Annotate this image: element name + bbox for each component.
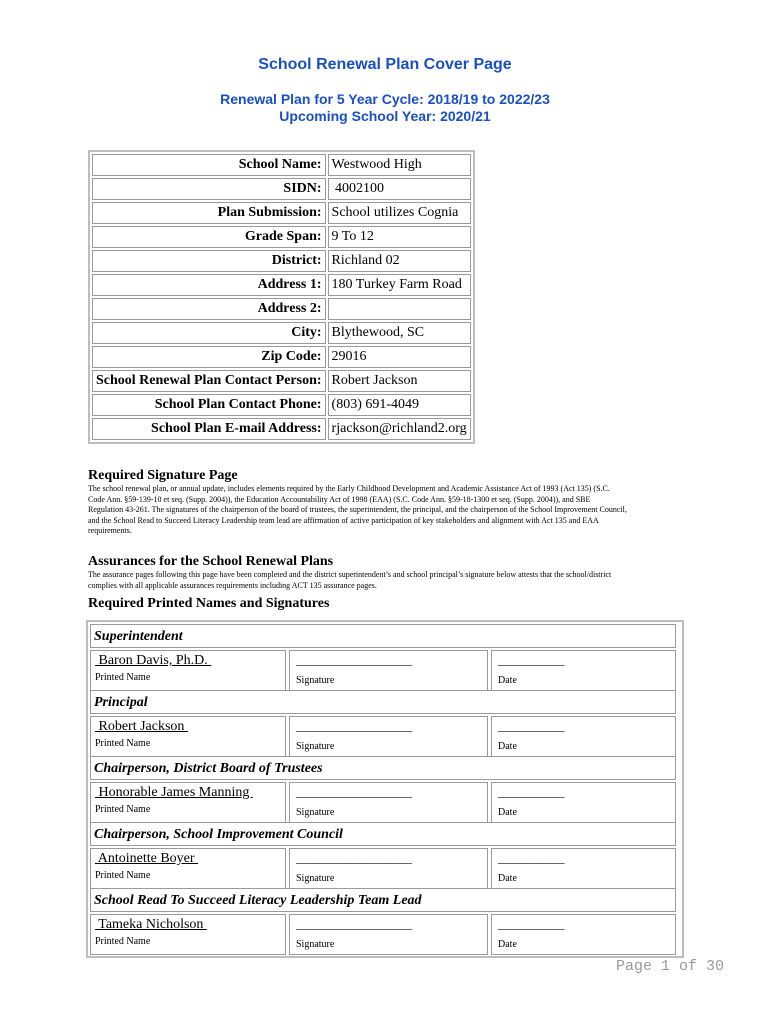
assurances-text bbox=[88, 570, 688, 591]
date-line: ____________ bbox=[498, 917, 564, 931]
info-value bbox=[328, 298, 471, 320]
signature-label: Signature bbox=[296, 741, 335, 752]
text-line: complies with all applicable assurances requirements including ACT 135 assurance pages. bbox=[88, 580, 377, 590]
required-signature-heading: Required Signature Page bbox=[88, 468, 238, 483]
info-value: Westwood High bbox=[328, 154, 471, 176]
date-label: Date bbox=[498, 807, 517, 818]
signature-line: _____________________ bbox=[296, 851, 412, 865]
date-label: Date bbox=[498, 939, 517, 950]
signature-label: Signature bbox=[296, 939, 335, 950]
printed-name-cell bbox=[90, 848, 286, 889]
printed-name-label: Printed Name bbox=[95, 936, 151, 947]
info-value: School utilizes Cognia bbox=[328, 202, 471, 224]
signature-table bbox=[86, 620, 684, 958]
renewal-cycle-subtitle: Renewal Plan for 5 Year Cycle: 2018/19 to 2022/23 bbox=[220, 91, 550, 107]
info-value: (803) 691-4049 bbox=[328, 394, 471, 416]
printed-name-label: Printed Name bbox=[95, 672, 151, 683]
date-label: Date bbox=[498, 741, 517, 752]
signature-label: Signature bbox=[296, 675, 335, 686]
info-label: School Name: bbox=[92, 154, 326, 176]
signature-line: _____________________ bbox=[296, 653, 412, 667]
date-line: ____________ bbox=[498, 785, 564, 799]
text-line: The school renewal plan, or annual update, includes elements required by the Early Childhood Development and Academic Assistance Act of 1993 (Act 135) (S.C. bbox=[88, 484, 610, 493]
printed-name: Baron Davis, Ph.D. bbox=[95, 653, 212, 668]
info-value: Richland 02 bbox=[328, 250, 471, 272]
printed-names-heading: Required Printed Names and Signatures bbox=[88, 596, 330, 611]
info-value: 29016 bbox=[328, 346, 471, 368]
printed-name-cell bbox=[90, 650, 286, 691]
printed-name-label: Printed Name bbox=[95, 804, 151, 815]
info-value: Robert Jackson bbox=[328, 370, 471, 392]
info-label: School Renewal Plan Contact Person: bbox=[92, 370, 326, 392]
date-line: ____________ bbox=[498, 653, 564, 667]
signature-cell[interactable] bbox=[289, 782, 488, 823]
info-row bbox=[92, 418, 471, 440]
printed-name: Tameka Nicholson bbox=[95, 917, 207, 932]
page-number: Page 1 of 30 bbox=[616, 958, 725, 975]
info-row bbox=[92, 226, 471, 248]
signature-label: Signature bbox=[296, 807, 335, 818]
info-row bbox=[92, 178, 471, 200]
signature-cell[interactable] bbox=[289, 716, 488, 757]
date-cell[interactable] bbox=[491, 650, 676, 691]
info-row bbox=[92, 346, 471, 368]
printed-name: Antoinette Boyer bbox=[95, 851, 199, 866]
info-label: Address 1: bbox=[92, 274, 326, 296]
date-cell[interactable] bbox=[491, 914, 676, 955]
date-line: ____________ bbox=[498, 851, 564, 865]
text-line: Regulation 43-261. The signatures of the chairperson of the board of trustees, the superintendent, the principal, and the chairperson of the School Improvement Council, bbox=[88, 505, 627, 514]
date-cell[interactable] bbox=[491, 848, 676, 889]
printed-name: Honorable James Manning bbox=[95, 785, 253, 800]
date-label: Date bbox=[498, 675, 517, 686]
printed-name-label: Printed Name bbox=[95, 738, 151, 749]
printed-name: Robert Jackson bbox=[95, 719, 188, 734]
signature-line: _____________________ bbox=[296, 785, 412, 799]
signatory-role: Chairperson, District Board of Trustees bbox=[90, 756, 676, 780]
info-value: 9 To 12 bbox=[328, 226, 471, 248]
info-row bbox=[92, 322, 471, 344]
printed-name-cell bbox=[90, 914, 286, 955]
info-label: Address 2: bbox=[92, 298, 326, 320]
signature-cell[interactable] bbox=[289, 914, 488, 955]
required-signature-text bbox=[88, 484, 688, 537]
info-value: Blythewood, SC bbox=[328, 322, 471, 344]
info-row bbox=[92, 298, 471, 320]
school-info-table bbox=[88, 150, 475, 444]
signature-line: _____________________ bbox=[296, 719, 412, 733]
page-title: School Renewal Plan Cover Page bbox=[258, 56, 512, 73]
info-row bbox=[92, 370, 471, 392]
info-label: Plan Submission: bbox=[92, 202, 326, 224]
info-row bbox=[92, 274, 471, 296]
info-label: Zip Code: bbox=[92, 346, 326, 368]
signatory-role: Superintendent bbox=[90, 624, 676, 648]
signatory-role: School Read To Succeed Literacy Leadership Team Lead bbox=[90, 888, 676, 912]
text-line: Code Ann. §59-139-10 et seq. (Supp. 2004)), the Education Accountability Act of 1998 (EAA) (S.C. Code Ann. §59-18-1300 et seq. (Supp. 2004)), and SBE bbox=[88, 494, 591, 504]
info-value: 4002100 bbox=[328, 178, 471, 200]
printed-name-cell bbox=[90, 716, 286, 757]
info-label: SIDN: bbox=[92, 178, 326, 200]
signatory-role: Principal bbox=[90, 690, 676, 714]
info-row bbox=[92, 202, 471, 224]
school-year-subtitle: Upcoming School Year: 2020/21 bbox=[279, 108, 491, 124]
printed-name-label: Printed Name bbox=[95, 870, 151, 881]
text-line: The assurance pages following this page have been completed and the district superintendent’s and school principal’s signature below attests that the school/district bbox=[88, 570, 612, 579]
signature-line: _____________________ bbox=[296, 917, 412, 931]
info-label: City: bbox=[92, 322, 326, 344]
info-label: School Plan E-mail Address: bbox=[92, 418, 326, 440]
info-label: District: bbox=[92, 250, 326, 272]
assurances-heading: Assurances for the School Renewal Plans bbox=[88, 554, 334, 569]
info-value: rjackson@richland2.org bbox=[328, 418, 471, 440]
info-label: Grade Span: bbox=[92, 226, 326, 248]
printed-name-cell bbox=[90, 782, 286, 823]
info-row bbox=[92, 154, 471, 176]
date-label: Date bbox=[498, 873, 517, 884]
date-cell[interactable] bbox=[491, 716, 676, 757]
signatory-role: Chairperson, School Improvement Council bbox=[90, 822, 676, 846]
date-line: ____________ bbox=[498, 719, 564, 733]
signature-label: Signature bbox=[296, 873, 335, 884]
signature-cell[interactable] bbox=[289, 650, 488, 691]
signature-cell[interactable] bbox=[289, 848, 488, 889]
date-cell[interactable] bbox=[491, 782, 676, 823]
text-line: requirements. bbox=[88, 526, 132, 535]
info-label: School Plan Contact Phone: bbox=[92, 394, 326, 416]
text-line: and the School Read to Succeed Literacy Leadership team lead are affirmation of active participation of key stakeholders and alignment with Act 135 and EAA bbox=[88, 515, 599, 525]
info-row bbox=[92, 394, 471, 416]
info-row bbox=[92, 250, 471, 272]
info-value: 180 Turkey Farm Road bbox=[328, 274, 471, 296]
